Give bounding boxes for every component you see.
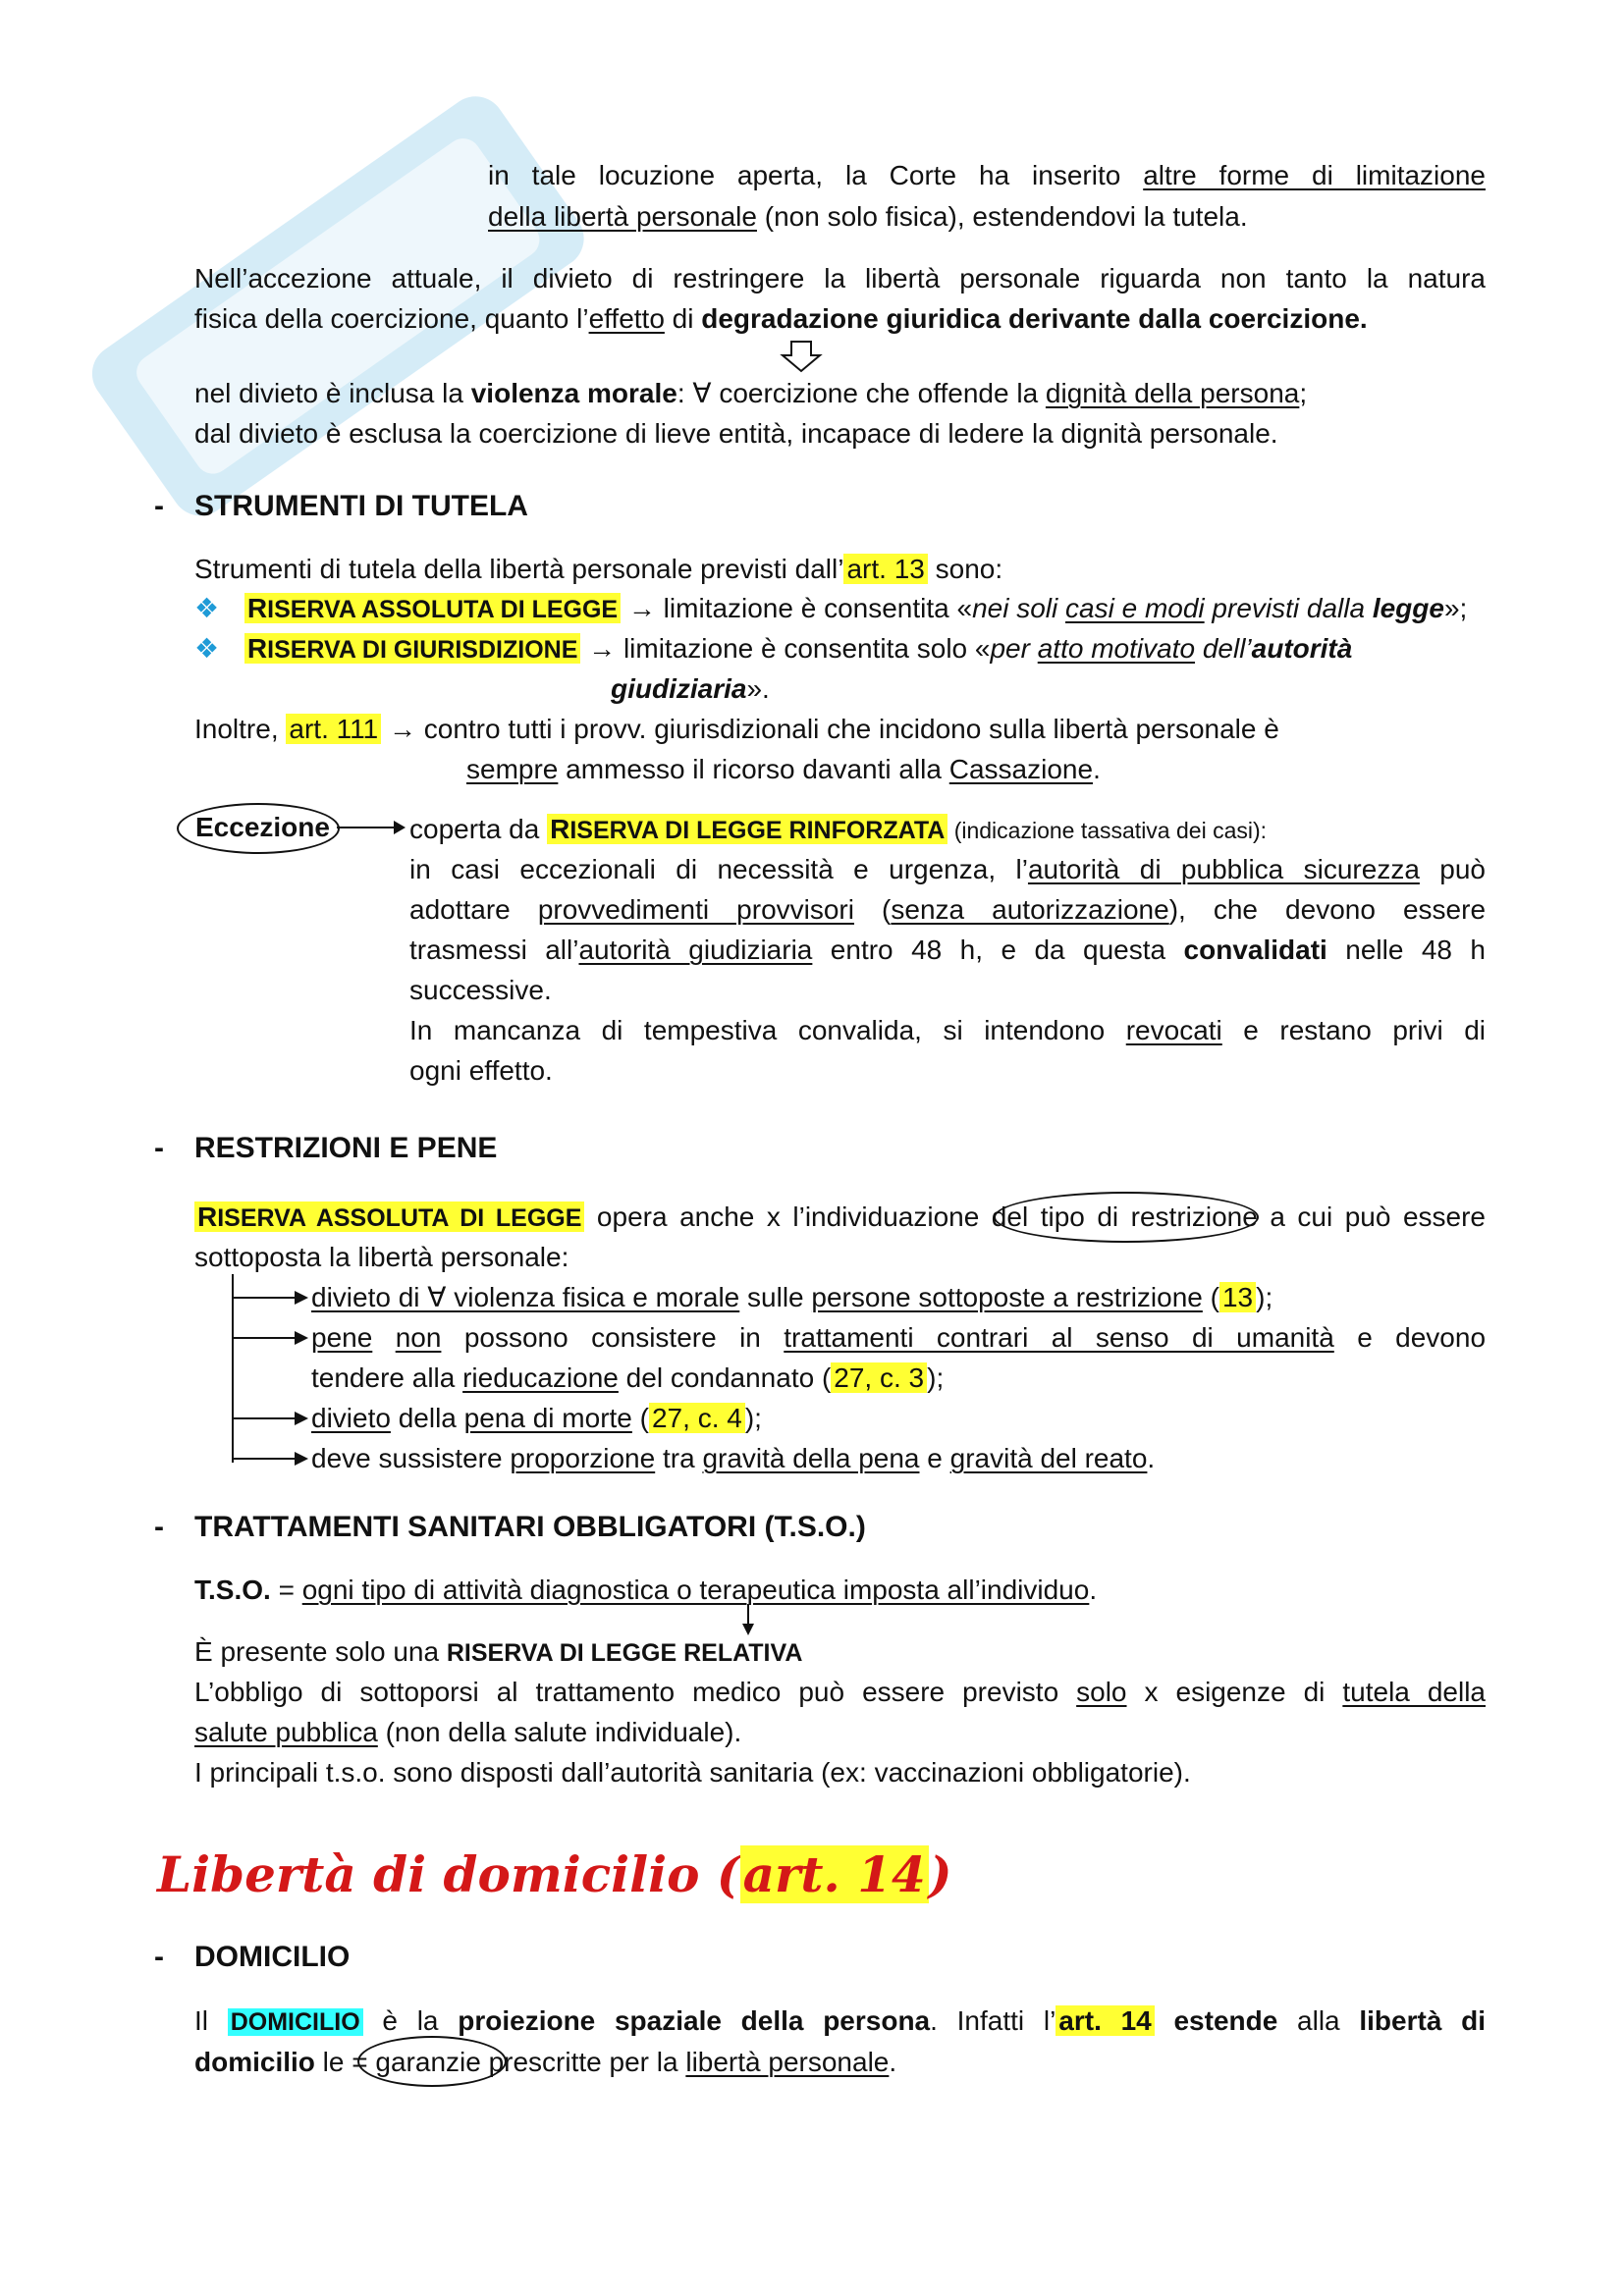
restrizioni-item4: deve sussistere proporzione tra gravità della pena e gravità del reato. (311, 1443, 1156, 1473)
bracket-arrows (226, 1266, 314, 1482)
strumenti-intro: Strumenti di tutela della libertà personale previsti dall’ art. 13 sono: (194, 554, 1003, 584)
section-title-tso: TRATTAMENTI SANITARI OBBLIGATORI (T.S.O.) (194, 1511, 866, 1543)
tso-line3: salute pubblica (non della salute individuale). (194, 1717, 742, 1747)
tso-definition: T.S.O. = ogni tipo di attività diagnostica o terapeutica imposta all’individuo. (194, 1575, 1098, 1605)
diamond-bullet-icon: ❖ (194, 593, 220, 623)
eccezione-line3: adottare provvedimenti provvisori (senza autorizzazione), che devono essere (409, 894, 1487, 925)
eccezione-line2: in casi eccezionali di necessità e urgenza, l’autorità di pubblica sicurezza può (409, 854, 1487, 884)
restrizioni-item2: pene non possono consistere in trattamenti contrari al senso di umanità e devono (311, 1322, 1487, 1353)
bullet-riserva-giurisdizione-cont: giudiziaria». (611, 673, 770, 704)
inoltre-line2: sempre ammesso il ricorso davanti alla Cassazione. (466, 754, 1101, 784)
tipo-restrizione-oval-text: tipo di restrizione (1040, 1201, 1258, 1232)
title-liberta-domicilio: Libertà di domicilio (art. 14) (157, 1845, 952, 1903)
p2-line1: Nell’accezione attuale, il divieto di restringere la libertà personale riguarda non tanto la natura (194, 263, 1486, 294)
tso-line1: È presente solo una RISERVA DI LEGGE RELATIVA (194, 1636, 803, 1667)
uguali-garanzie-oval-text: = garanzie (352, 2047, 481, 2077)
section-dash: - (154, 490, 164, 522)
restrizioni-line1: RISERVA ASSOLUTA DI LEGGE opera anche x l’individuazione del tipo di restrizione a cui può essere (194, 1197, 1486, 1239)
section-dash: - (154, 1132, 164, 1164)
section-dash: - (154, 1511, 164, 1543)
p1-line2: della libertà personale (non solo fisica), estendendovi la tutela. (488, 201, 1248, 232)
section-title-strumenti: STRUMENTI DI TUTELA (194, 490, 528, 522)
bullet-riserva-giurisdizione: ❖ RISERVA DI GIURISDIZIONE → limitazione è consentita solo «per atto motivato dell’autorità (194, 633, 1353, 664)
domicilio-line1: Il DOMICILIO è la proiezione spaziale della persona. Infatti l’ art. 14 estende alla libertà di (194, 2005, 1486, 2036)
p1-line1: in tale locuzione aperta, la Corte ha inserito altre forme di limitazione (488, 160, 1486, 190)
arrow-right-icon (337, 819, 407, 836)
restrizioni-item1: divieto di ∀ violenza fisica e morale sulle persone sottoposte a restrizione ( 13 ); (311, 1282, 1273, 1312)
eccezione-line5: successive. (409, 975, 552, 1005)
p2-line2: fisica della coercizione, quanto l’effetto di degradazione giuridica derivante dalla coercizione. (194, 303, 1368, 334)
tso-line2: L’obbligo di sottoporsi al trattamento medico può essere previsto solo x esigenze di tutela della (194, 1677, 1487, 1707)
bullet-riserva-assoluta: ❖ RISERVA ASSOLUTA DI LEGGE → limitazione è consentita «nei soli casi e modi previsti dalla legge»; (194, 593, 1468, 623)
section-title-domicilio: DOMICILIO (194, 1941, 351, 1973)
down-arrow-icon (780, 340, 823, 373)
tso-line4: I principali t.s.o. sono disposti dall’autorità sanitaria (ex: vaccinazioni obbligatorie). (194, 1757, 1191, 1788)
restrizioni-item3: divieto della pena di morte ( 27, c. 4 ); (311, 1403, 762, 1433)
p3-line1: nel divieto è inclusa la violenza morale: ∀ coercizione che offende la dignità della persona; (194, 378, 1308, 408)
tipo-restrizione-oval (994, 1192, 1259, 1243)
eccezione-label: Eccezione (195, 812, 330, 842)
eccezione-line4: trasmessi all’autorità giudiziaria entro 48 h, e da questa convalidati nelle 48 h (409, 934, 1486, 965)
diamond-bullet-icon: ❖ (194, 633, 220, 664)
restrizioni-item2-cont: tendere alla rieducazione del condannato ( 27, c. 3 ); (311, 1362, 945, 1393)
section-title-restrizioni: RESTRIZIONI E PENE (194, 1132, 498, 1164)
eccezione-line6: In mancanza di tempestiva convalida, si intendono revocati e restano privi di (409, 1015, 1486, 1045)
domicilio-line2: domicilio le = garanzie prescritte per la libertà personale. (194, 2047, 897, 2077)
eccezione-line7: ogni effetto. (409, 1055, 553, 1086)
eccezione-line1: coperta da RISERVA DI LEGGE RINFORZATA (indicazione tassativa dei casi): (409, 814, 1268, 844)
p3-line2: dal divieto è esclusa la coercizione di lieve entità, incapace di ledere la dignità personale. (194, 418, 1278, 449)
restrizioni-line2: sottoposta la libertà personale: (194, 1242, 569, 1272)
section-dash: - (154, 1941, 164, 1973)
garanzie-oval (357, 2036, 507, 2087)
inoltre-line1: Inoltre, art. 111 → contro tutti i provv. giurisdizionali che incidono sulla libertà personale è (194, 714, 1279, 744)
